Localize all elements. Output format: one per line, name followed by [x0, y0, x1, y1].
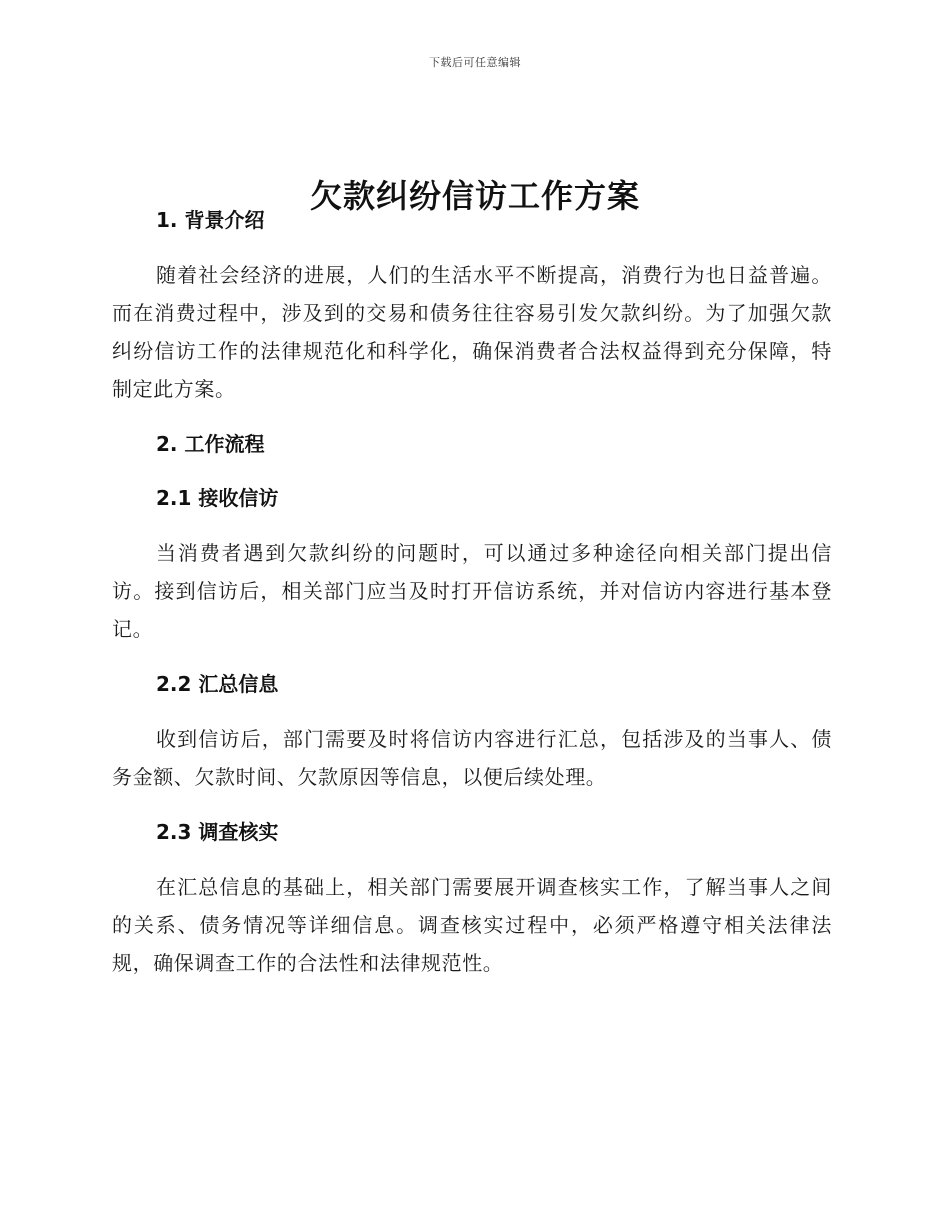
section-paragraph-investigate-verify: 在汇总信息的基础上，相关部门需要展开调查核实工作，了解当事人之间的关系、债务情况等详细信息。调查核实过程中，必须严格遵守相关法律法规，确保调查工作的合法性和法律规范性。 [112, 875, 832, 975]
section-paragraph-receive-petition: 当消费者遇到欠款纠纷的问题时，可以通过多种途径向相关部门提出信访。接到信访后，相关部门应当及时打开信访系统，并对信访内容进行基本登记。 [112, 541, 832, 641]
section-heading-investigate-verify: 2.3 调查核实 [156, 820, 279, 844]
section-heading-workflow: 2. 工作流程 [156, 432, 265, 456]
page-header: 下载后可任意编辑 [429, 56, 521, 69]
section-heading-receive-petition: 2.1 接收信访 [156, 486, 279, 510]
section-paragraph-background: 随着社会经济的进展，人们的生活水平不断提高，消费行为也日益普遍。而在消费过程中，涉及到的交易和债务往往容易引发欠款纠纷。为了加强欠款纠纷信访工作的法律规范化和科学化，确保消费者合法权益得到充分保障，特制定此方案。 [112, 263, 832, 401]
document-body [112, 204, 832, 982]
section-paragraph-summarize-info: 收到信访后，部门需要及时将信访内容进行汇总，包括涉及的当事人、债务金额、欠款时间、欠款原因等信息，以便后续处理。 [112, 727, 832, 789]
section-heading-summarize-info: 2.2 汇总信息 [156, 672, 279, 696]
document-title: 欠款纠纷信访工作方案 [309, 177, 640, 216]
section-heading-background: 1. 背景介绍 [156, 208, 265, 232]
